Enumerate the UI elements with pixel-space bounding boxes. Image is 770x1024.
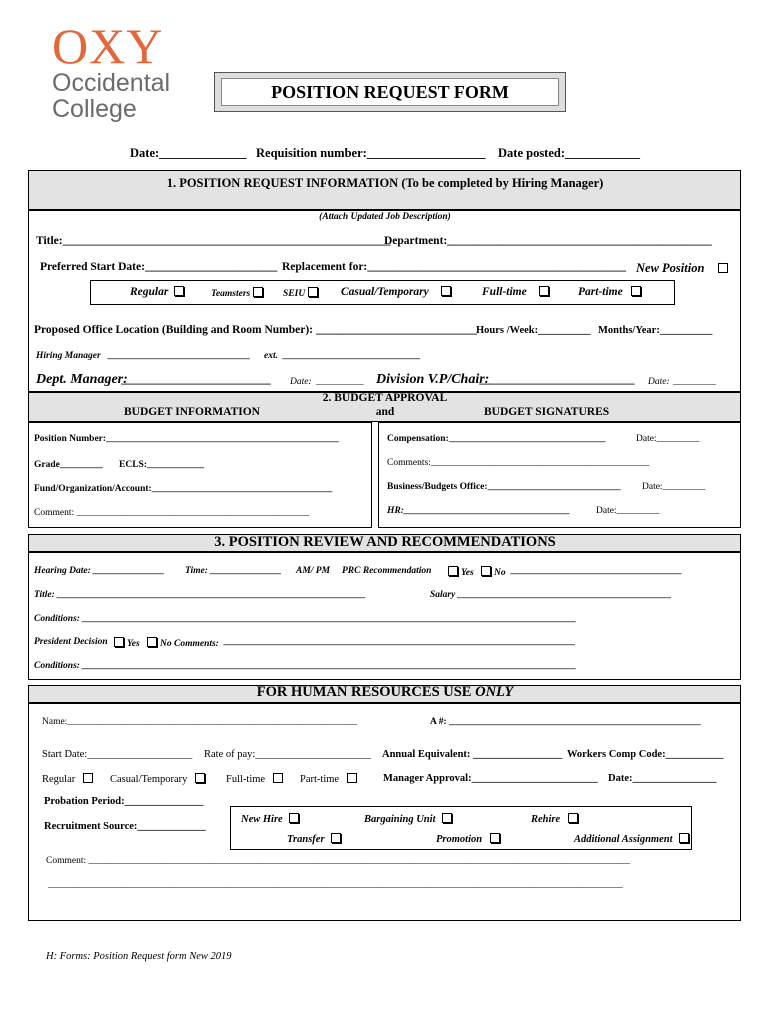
- new-hire-option[interactable]: [241, 813, 299, 825]
- hr-regular-checkbox[interactable]: [83, 773, 93, 783]
- prc-no-label: No: [494, 568, 506, 578]
- hr-date-field[interactable]: Date:________________: [608, 773, 717, 784]
- president-yes-checkbox[interactable]: [114, 637, 124, 647]
- hiring-manager-field[interactable]: ______________________________: [108, 351, 251, 361]
- casual-label: Casual/Temporary: [341, 286, 429, 298]
- probation-field[interactable]: Probation Period:_______________: [44, 796, 204, 807]
- additional-assignment-checkbox[interactable]: [679, 833, 689, 843]
- hr-title-text: FOR HUMAN RESOURCES USE: [256, 684, 472, 700]
- ampm-label: AM/ PM: [296, 566, 331, 576]
- prc-no-checkbox[interactable]: [481, 566, 491, 576]
- president-no-checkbox[interactable]: [147, 637, 157, 647]
- casual-option[interactable]: [341, 286, 451, 298]
- fund-field[interactable]: Fund/Organization/Account:______________________________________: [34, 484, 333, 494]
- parttime-label: Part-time: [578, 286, 623, 298]
- grade-field[interactable]: Grade_________: [34, 460, 103, 470]
- hr-section-title: [0, 684, 770, 701]
- division-date-field[interactable]: _________: [673, 377, 716, 387]
- prc-no-field[interactable]: ____________________________________: [511, 566, 682, 576]
- date-field[interactable]: Date:______________: [130, 146, 247, 160]
- hr-comment-field[interactable]: Comment: __________________________________________________________________________________________________________________: [46, 856, 630, 866]
- section1-subtitle: (Attach Updated Job Description): [319, 212, 451, 222]
- salary-field[interactable]: Salary _____________________________________________: [430, 590, 672, 600]
- recruitment-source-field[interactable]: Recruitment Source:_____________: [44, 821, 206, 832]
- section2-title-and: and: [375, 406, 395, 418]
- regular-checkbox[interactable]: [174, 286, 184, 296]
- section3-title: 3. POSITION REVIEW AND RECOMMENDATIONS: [214, 534, 556, 550]
- hr-parttime-label: Part-time: [300, 774, 340, 785]
- business-office-field[interactable]: Business/Budgets Office:____________________________: [387, 482, 621, 492]
- new-position-option[interactable]: [636, 261, 728, 276]
- new-position-checkbox[interactable]: [718, 263, 728, 273]
- hr-fulltime-label: Full-time: [226, 774, 266, 785]
- section1-title: 1. POSITION REQUEST INFORMATION (To be completed by Hiring Manager): [166, 176, 604, 190]
- fulltime-checkbox[interactable]: [539, 286, 549, 296]
- hr-parttime-option[interactable]: [300, 773, 357, 785]
- logo-mark: OXY: [52, 18, 164, 74]
- prc-yes-checkbox[interactable]: [448, 566, 458, 576]
- seiu-label: SEIU: [283, 289, 306, 299]
- division-field[interactable]: ___________________________: [480, 374, 636, 386]
- transfer-option[interactable]: [287, 833, 341, 845]
- seiu-checkbox[interactable]: [308, 287, 318, 297]
- budget-comment-field[interactable]: Comment: _________________________________________________: [34, 508, 310, 518]
- seiu-option[interactable]: [283, 287, 318, 299]
- additional-assignment-label: Additional Assignment: [574, 834, 673, 845]
- fulltime-option[interactable]: [482, 286, 549, 298]
- prc-no-option[interactable]: [481, 566, 506, 578]
- regular-option[interactable]: [130, 286, 184, 298]
- budget-comments-field[interactable]: Comments:______________________________________________: [387, 458, 650, 468]
- conditions-field[interactable]: Conditions: ________________________________________________________________________________________________________: [34, 614, 577, 624]
- hr-casual-checkbox[interactable]: [195, 773, 205, 783]
- hr-manager-approval-field[interactable]: Manager Approval:________________________: [383, 773, 598, 784]
- rehire-option[interactable]: [531, 813, 578, 825]
- rehire-label: Rehire: [531, 814, 561, 825]
- department-field[interactable]: Department:______________________________________________: [384, 235, 712, 247]
- position-number-field[interactable]: Position Number:_________________________________________________: [34, 434, 339, 444]
- fulltime-label: Full-time: [482, 286, 527, 298]
- promotion-option[interactable]: [436, 833, 500, 845]
- bargaining-checkbox[interactable]: [442, 813, 452, 823]
- new-position-label: New Position: [636, 261, 705, 275]
- hearing-time-field[interactable]: Time: _______________: [185, 566, 282, 576]
- parttime-option[interactable]: [578, 286, 641, 298]
- logo-line2: College: [52, 95, 137, 123]
- president-decision-label: President Decision: [34, 637, 108, 647]
- prc-label: PRC Recommendation: [342, 566, 432, 576]
- office-location-label: Proposed Office Location (Building and Room Number):: [34, 324, 313, 336]
- president-comments-field[interactable]: __________________________________________________________________________: [224, 637, 576, 647]
- form-title: POSITION REQUEST FORM: [271, 82, 509, 102]
- review-title-field[interactable]: Title: _________________________________________________________________: [34, 590, 366, 600]
- dept-manager-label: Dept. Manager:: [36, 372, 128, 387]
- promotion-label: Promotion: [436, 834, 483, 845]
- budget-signatures-heading: BUDGET SIGNATURES: [484, 406, 610, 418]
- division-date-label: Date:: [648, 377, 670, 387]
- hr-title-only: ONLY: [475, 684, 514, 700]
- conditions2-field[interactable]: Conditions: ________________________________________________________________________________________________________: [34, 661, 577, 671]
- date-posted-field[interactable]: Date posted:____________: [498, 146, 641, 160]
- ext-label: ext.: [264, 351, 278, 361]
- dept-manager-field[interactable]: __________________________: [122, 374, 272, 386]
- hr-anum-field[interactable]: A #: _____________________________________________________: [430, 717, 701, 727]
- hr-rate-field[interactable]: Rate of pay:______________________: [204, 749, 371, 760]
- requisition-field[interactable]: Requisition number:___________________: [256, 146, 486, 160]
- hr-casual-label: Casual/Temporary: [110, 774, 188, 785]
- hr-date-field[interactable]: Date:_________: [596, 506, 660, 516]
- office-location-field[interactable]: ____________________________: [316, 324, 477, 336]
- hr-fulltime-option[interactable]: [226, 773, 283, 785]
- section2-title: 2. BUDGET APPROVAL: [322, 392, 448, 404]
- form-title-box: [214, 72, 566, 112]
- transfer-label: Transfer: [287, 834, 325, 845]
- teamsters-option[interactable]: [211, 287, 263, 299]
- hr-name-field[interactable]: Name:_____________________________________________________________: [42, 717, 358, 727]
- teamsters-label: Teamsters: [211, 289, 251, 299]
- hr-annual-field[interactable]: Annual Equivalent: _________________: [382, 749, 563, 760]
- prc-yes-label: Yes: [461, 568, 474, 578]
- compensation-date-field[interactable]: Date:_________: [636, 434, 700, 444]
- rehire-checkbox[interactable]: [568, 813, 578, 823]
- replacement-field[interactable]: Replacement for:_____________________________________________: [282, 261, 627, 273]
- president-no-option[interactable]: [147, 637, 219, 649]
- hiring-manager-label: Hiring Manager: [36, 351, 101, 361]
- hr-fulltime-checkbox[interactable]: [273, 773, 283, 783]
- compensation-field[interactable]: Compensation:_________________________________: [387, 434, 606, 444]
- new-hire-checkbox[interactable]: [289, 813, 299, 823]
- additional-assignment-option[interactable]: [574, 833, 689, 845]
- bargaining-label: Bargaining Unit: [364, 814, 436, 825]
- hr-regular-option[interactable]: [42, 773, 93, 785]
- college-logo: [52, 18, 171, 123]
- transfer-checkbox[interactable]: [331, 833, 341, 843]
- hr-parttime-checkbox[interactable]: [347, 773, 357, 783]
- ecls-field[interactable]: ECLS:____________: [119, 460, 204, 470]
- prc-yes-option[interactable]: [448, 566, 474, 578]
- hr-signature-field[interactable]: HR:___________________________________: [387, 506, 571, 516]
- business-date-field[interactable]: Date:_________: [642, 482, 706, 492]
- promotion-checkbox[interactable]: [490, 833, 500, 843]
- footer-note: H: Forms: Position Request form New 2019: [46, 951, 232, 962]
- dept-manager-date-label: Date:: [290, 377, 312, 387]
- parttime-checkbox[interactable]: [631, 286, 641, 296]
- bargaining-option[interactable]: [364, 813, 452, 825]
- hearing-date-field[interactable]: Hearing Date: _______________: [34, 566, 165, 576]
- president-yes-label: Yes: [127, 639, 140, 649]
- hr-casual-option[interactable]: [110, 773, 205, 785]
- hr-regular-label: Regular: [42, 774, 76, 785]
- budget-info-heading: BUDGET INFORMATION: [124, 406, 260, 418]
- new-hire-label: New Hire: [241, 814, 283, 825]
- months-year-field[interactable]: Months/Year:__________: [598, 325, 713, 336]
- dept-manager-date-field[interactable]: __________: [316, 377, 364, 387]
- hr-workers-comp-field[interactable]: Workers Comp Code:___________: [567, 749, 724, 760]
- division-label: Division V.P/Chair:: [376, 372, 490, 387]
- president-no-label: No Comments:: [160, 639, 219, 649]
- title-field[interactable]: Title:_________________________________________________________: [36, 235, 391, 247]
- hr-comment-field-line2[interactable]: _________________________________________________________________________________________________________________________: [48, 880, 623, 890]
- teamsters-checkbox[interactable]: [253, 287, 263, 297]
- ext-field[interactable]: _____________________________: [283, 351, 421, 361]
- president-yes-option[interactable]: [114, 637, 140, 649]
- casual-checkbox[interactable]: [441, 286, 451, 296]
- logo-line1: Occidental: [52, 69, 171, 97]
- hours-week-field[interactable]: Hours /Week:__________: [476, 325, 591, 336]
- preferred-start-field[interactable]: Preferred Start Date:_______________________: [40, 261, 278, 273]
- hr-start-date-field[interactable]: Start Date:____________________: [42, 749, 193, 760]
- regular-label: Regular: [130, 286, 169, 298]
